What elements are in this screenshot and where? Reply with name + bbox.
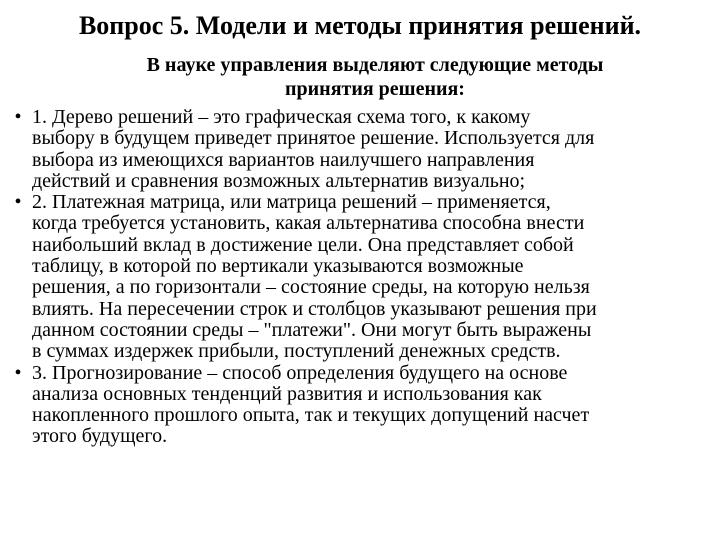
- slide-title: Вопрос 5. Модели и методы принятия решений.: [78, 11, 642, 40]
- list-item-line: выбору в будущем приведет принятое решение. Используется для: [32, 127, 595, 150]
- bullet-list: [10, 107, 716, 448]
- list-item-forecasting: [10, 363, 716, 448]
- list-item-line: анализа основных тенденций развития и использования как: [32, 382, 542, 405]
- bullet-icon: •: [14, 106, 22, 128]
- list-item-line: действий и сравнения возможных альтернатив визуально;: [32, 169, 526, 192]
- list-item-line: наибольший вклад в достижение цели. Она представляет собой: [32, 233, 574, 256]
- bullet-icon: •: [14, 361, 22, 384]
- subtitle-line: принятия решения:: [285, 78, 465, 100]
- list-item-line: 3. Прогнозирование – способ определения будущего на основе: [32, 361, 568, 384]
- list-item-line: когда требуется установить, какая альтернатива способна внести: [32, 212, 585, 235]
- list-item-line: накопленного прошлого опыта, так и текущих допущений насчет: [32, 404, 590, 427]
- list-item-line: 2. Платежная матрица, или матрица решений – применяется,: [32, 191, 551, 214]
- list-item-line: в суммах издержек прибыли, поступлений денежных средств.: [32, 340, 561, 363]
- list-item-line: 1. Дерево решений – это графическая схема того, к какому: [32, 106, 531, 128]
- list-item-line: данном состоянии среды – "платежи". Они могут быть выражены: [32, 318, 592, 341]
- slide-subtitle: [60, 53, 690, 101]
- list-item-decision-tree: [10, 107, 716, 192]
- list-item-line: влиять. На пересечении строк и столбцов указывают решения при: [32, 297, 597, 320]
- list-item-line: решения, а по горизонтали – состояние среды, на которую нельзя: [32, 276, 590, 299]
- list-item-line: таблицу, в которой по вертикали указываются возможные: [32, 255, 524, 278]
- list-item-line: этого будущего.: [32, 425, 168, 448]
- list-item-line: выбора из имеющихся вариантов наилучшего направления: [32, 148, 535, 171]
- list-item-payoff-matrix: [10, 192, 716, 362]
- bullet-icon: •: [14, 191, 22, 214]
- subtitle-line: В науке управления выделяют следующие методы: [146, 54, 604, 76]
